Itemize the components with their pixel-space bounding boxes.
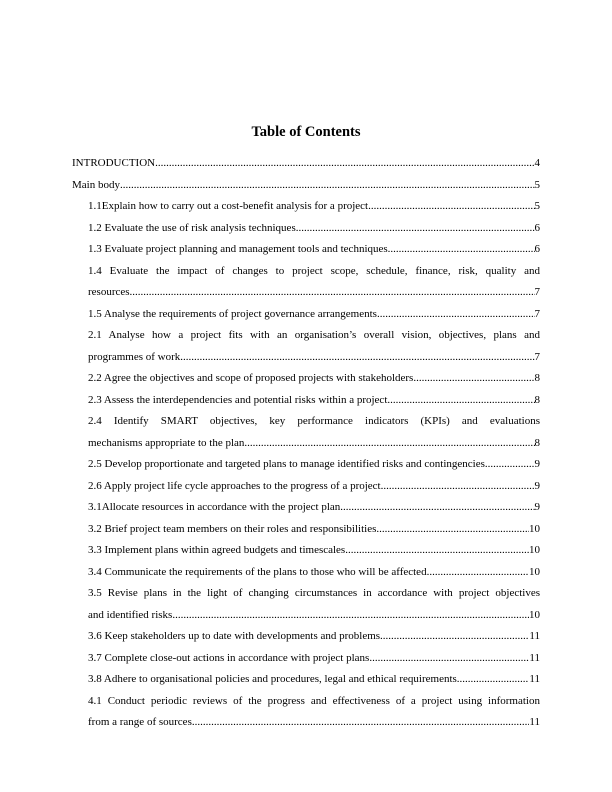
toc-entry[interactable] [72, 175, 540, 197]
toc-entry-title: resources [88, 286, 130, 298]
toc-entry[interactable] [72, 669, 540, 691]
dot-leader [457, 669, 530, 691]
toc-entry-title: 1.2 Evaluate the use of risk analysis techniques [88, 221, 296, 234]
dot-leader [345, 540, 529, 562]
toc-entry-title: 2.2 Agree the objectives and scope of proposed projects with stakeholders [88, 372, 414, 384]
toc-entry[interactable] [72, 626, 540, 648]
dot-leader [381, 476, 535, 498]
toc-entry-title: 3.8 Adhere to organisational policies and procedures, legal and ethical requirements [88, 673, 457, 685]
toc-page-number: 9 [534, 479, 540, 492]
toc-entry-title: 3.2 Brief project team members on their roles and responsibilities [88, 522, 377, 535]
toc-entry-title-line: 1.4 Evaluate the impact of changes to project scope, schedule, finance, risk, quality and [88, 264, 540, 277]
toc-entry[interactable] [72, 476, 540, 498]
dot-leader [172, 605, 529, 627]
toc-page-number: 6 [534, 221, 540, 234]
toc-page-number: 5 [534, 200, 540, 212]
toc-entry-title: INTRODUCTION [72, 157, 156, 169]
toc-page-number: 11 [529, 630, 540, 642]
toc-entry[interactable] [72, 648, 540, 670]
toc-entry[interactable] [72, 454, 540, 476]
toc-entry[interactable] [72, 390, 540, 412]
toc-page-number: 6 [534, 243, 540, 255]
dot-leader [380, 626, 529, 648]
toc-entry-title: 3.4 Communicate the requirements of the plans to those who will be affected [88, 565, 427, 578]
toc-page-number: 11 [529, 673, 540, 685]
dot-leader [377, 304, 535, 326]
toc-page-number: 10 [529, 544, 540, 556]
toc-entry[interactable] [72, 411, 540, 454]
toc-page-number: 8 [534, 372, 540, 384]
toc-entry-title: mechanisms appropriate to the plan [88, 436, 245, 449]
toc-entry-title: 2.5 Develop proportionate and targeted plans to manage identified risks and contingencies [88, 458, 485, 470]
toc-page-number: 4 [534, 157, 540, 169]
page-title: Table of Contents [251, 124, 361, 140]
toc-page-number: 10 [529, 565, 540, 578]
toc-entry[interactable] [72, 153, 540, 175]
toc-entry[interactable] [72, 368, 540, 390]
dot-leader [376, 519, 529, 541]
dot-leader [155, 153, 534, 175]
toc-entry[interactable] [72, 497, 540, 519]
toc-entry-title: 2.3 Assess the interdependencies and potential risks within a project [88, 393, 388, 406]
dot-leader [368, 196, 534, 218]
toc-entry-title-line: 2.4 Identify SMART objectives, key performance indicators (KPIs) and evaluations [88, 415, 540, 427]
table-of-contents [72, 153, 540, 734]
toc-entry-title-line: 3.5 Revise plans in the light of changing circumstances in accordance with project objectives [88, 587, 540, 599]
toc-entry[interactable] [72, 304, 540, 326]
toc-entry-title: 1.1Explain how to carry out a cost-benefit analysis for a project [88, 200, 369, 212]
toc-page-number: 11 [529, 716, 540, 728]
toc-page-number: 9 [534, 458, 540, 470]
toc-entry-title: 1.5 Analyse the requirements of project governance arrangements [88, 307, 377, 320]
toc-page-number: 7 [534, 286, 540, 298]
dot-leader [192, 712, 530, 734]
toc-entry[interactable] [72, 239, 540, 261]
toc-entry-title: 2.6 Apply project life cycle approaches to the progress of a project [88, 479, 381, 492]
toc-page-number: 7 [534, 307, 540, 320]
dot-leader [340, 497, 534, 519]
toc-page-number: 11 [529, 651, 540, 664]
toc-entry[interactable] [72, 562, 540, 584]
toc-entry-title: and identified risks [88, 608, 173, 621]
dot-leader [130, 282, 535, 304]
dot-leader [296, 218, 535, 240]
toc-page-number: 10 [529, 522, 540, 535]
dot-leader [387, 390, 534, 412]
toc-entry-title: 3.1Allocate resources in accordance with the project plan [88, 501, 341, 513]
toc-entry[interactable] [72, 261, 540, 304]
dot-leader [120, 175, 535, 197]
dot-leader [485, 454, 535, 476]
toc-entry-title-line: 4.1 Conduct periodic reviews of the progress and effectiveness of a project using information [88, 694, 540, 707]
toc-page-number: 9 [534, 501, 540, 513]
toc-entry-title: 1.3 Evaluate project planning and management tools and techniques [88, 243, 388, 255]
toc-entry-title-line: 2.1 Analyse how a project fits with an organisation’s overall vision, objectives, plans and [88, 329, 540, 341]
toc-page-number: 7 [534, 350, 540, 363]
toc-entry[interactable] [72, 218, 540, 240]
toc-entry[interactable] [72, 540, 540, 562]
toc-page-number: 8 [534, 393, 540, 406]
toc-page-number: 10 [529, 608, 540, 621]
toc-entry[interactable] [72, 519, 540, 541]
toc-entry-title: 3.3 Implement plans within agreed budgets and timescales [88, 544, 346, 556]
toc-entry-title: 3.7 Complete close-out actions in accordance with project plans [88, 651, 370, 664]
toc-entry[interactable] [72, 196, 540, 218]
dot-leader [180, 347, 534, 369]
toc-entry[interactable] [72, 583, 540, 626]
toc-entry[interactable] [72, 325, 540, 368]
toc-entry-title: programmes of work [88, 350, 181, 363]
dot-leader [413, 368, 534, 390]
dot-leader [244, 433, 534, 455]
toc-page-number: 5 [534, 178, 540, 191]
toc-entry-title: 3.6 Keep stakeholders up to date with developments and problems [88, 630, 381, 642]
toc-entry[interactable] [72, 691, 540, 734]
dot-leader [388, 239, 535, 261]
toc-entry-title: Main body [72, 178, 120, 191]
dot-leader [369, 648, 529, 670]
dot-leader [427, 562, 529, 584]
toc-entry-title: from a range of sources [88, 716, 192, 728]
toc-page-number: 8 [534, 436, 540, 449]
